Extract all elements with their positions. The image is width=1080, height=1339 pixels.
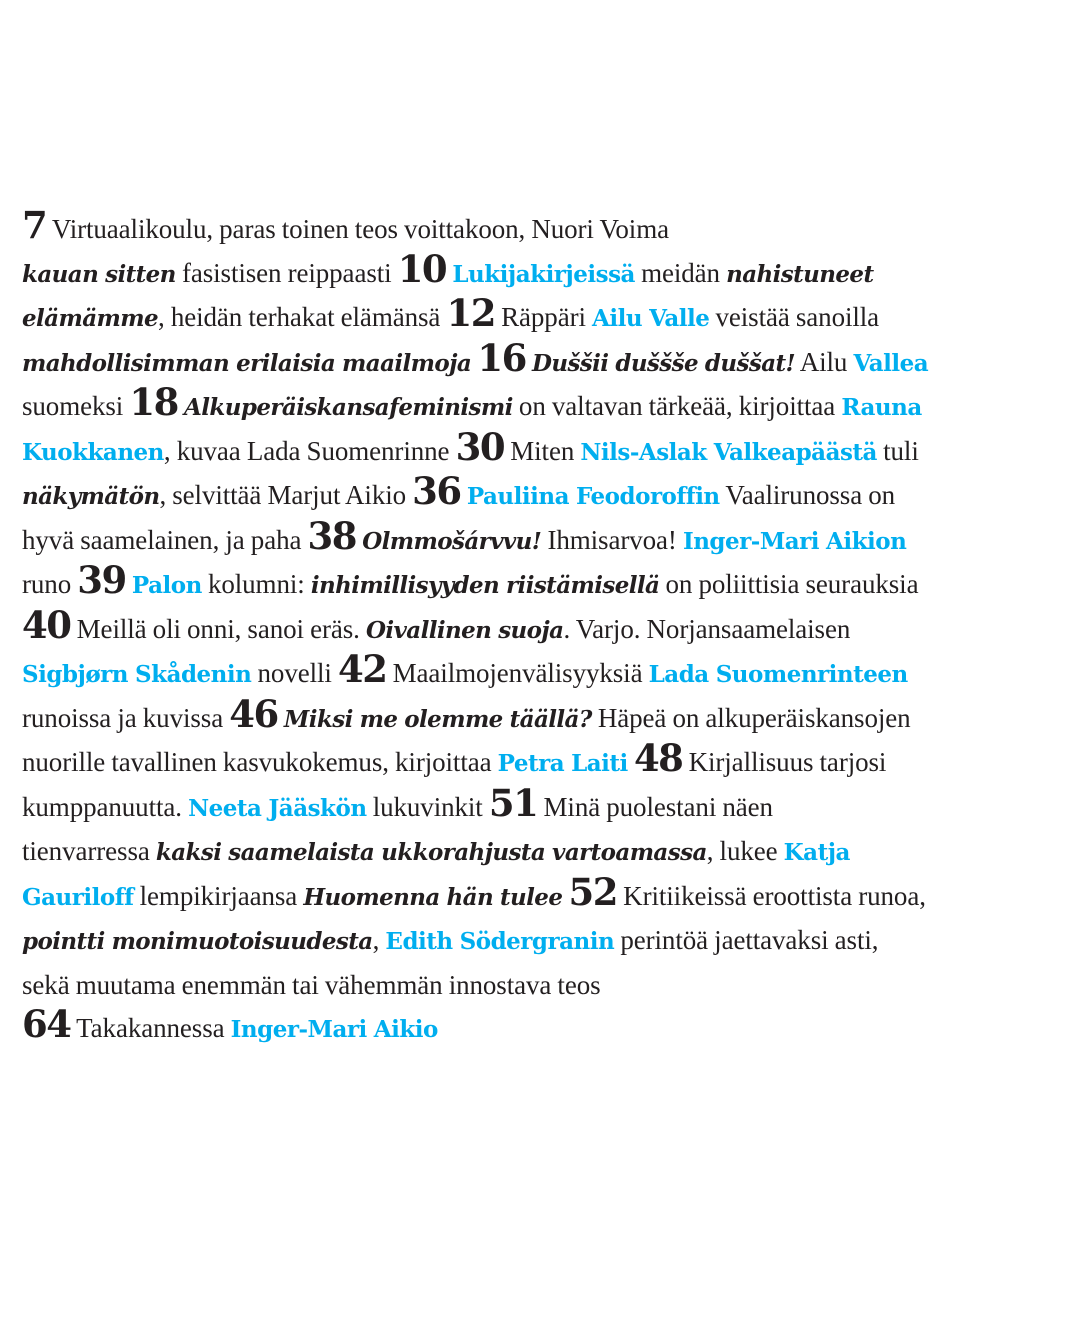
link-edith-sodergranin[interactable]: Edith Södergranin — [385, 928, 615, 955]
highlight-phrase: Olmmošárvvu! — [362, 527, 542, 555]
toc-text: Meillä oli onni, sanoi eräs. — [70, 613, 366, 644]
link-rauna[interactable]: Rauna — [841, 394, 922, 421]
toc-text: on valtavan tärkeää, kirjoittaa — [512, 391, 842, 421]
toc-text: Miten — [504, 435, 581, 466]
toc-line-11 — [22, 647, 1062, 697]
link-inger-mari-aikio[interactable]: Inger-Mari Aikio — [230, 1016, 438, 1043]
highlight-phrase: mahdollisimman erilaisia maailmoja — [22, 349, 472, 377]
highlight-phrase: elämämme — [22, 305, 159, 332]
toc-text: sekä muutama enemmän tai vähemmän innostava teos — [22, 969, 601, 1000]
toc-line-4 — [22, 335, 1062, 386]
page-number: 52 — [568, 869, 618, 914]
toc-line-6 — [22, 424, 1062, 475]
link-neeta-jaaskon[interactable]: Neeta Jääskön — [188, 794, 367, 822]
toc-line-2 — [22, 246, 1062, 297]
toc-text: veistää sanoilla — [709, 302, 880, 332]
toc-text: Ailu — [795, 346, 854, 377]
toc-text: Maailmojenvälisyyksiä — [386, 658, 649, 688]
link-pauliina-feodoroffin[interactable]: Pauliina Feodoroffin — [466, 483, 720, 510]
toc-line-1 — [22, 203, 1062, 252]
toc-text: Kirjallisuus tarjosi — [682, 747, 887, 777]
highlight-phrase: Oivallinen suoja — [365, 616, 564, 644]
page-number: 7 — [22, 203, 47, 247]
page-number: 39 — [77, 558, 126, 602]
highlight-phrase: nahistuneet — [726, 260, 874, 288]
toc-text: Takakannessa — [70, 1013, 231, 1043]
toc-text: tienvarressa — [22, 836, 156, 866]
toc-text: , selvittää Marjut Aikio — [159, 480, 413, 510]
toc-text: lukuvinkit — [366, 791, 489, 822]
page-number: 16 — [477, 335, 526, 380]
toc-text: Räppäri — [494, 302, 593, 332]
toc-line-19 — [22, 1002, 1062, 1052]
toc-line-15 — [22, 830, 1062, 875]
page-number: 42 — [337, 647, 387, 691]
link-nils-aslak-valkeapaasta[interactable]: Nils-Aslak Valkeapäästä — [580, 438, 877, 466]
link-petra-laiti[interactable]: Petra Laiti — [497, 750, 628, 777]
toc-line-10 — [22, 602, 1062, 653]
toc-text: fasistisen reippaasti — [175, 257, 398, 288]
toc-line-18 — [22, 964, 1062, 1008]
toc-line-17 — [22, 919, 1062, 964]
toc-text: Ihmisarvoa! — [541, 524, 683, 555]
highlight-phrase: kaksi saamelaista ukkorahjusta vartoamassa — [155, 839, 707, 866]
link-inger-mari-aikion[interactable]: Inger-Mari Aikion — [682, 527, 907, 555]
toc-text: Häpeä on alkuperäiskansojen — [591, 702, 911, 733]
page-number: 12 — [446, 291, 495, 335]
toc-line-8 — [22, 513, 1062, 564]
toc-text: , kuvaa Lada Suomenrinne — [163, 435, 456, 466]
toc-text: hyvä saamelainen, ja paha — [22, 524, 308, 555]
toc-line-9 — [22, 558, 1062, 608]
highlight-phrase: Duššii duššše duššat! — [531, 349, 796, 377]
toc-text: Vaalirunossa on — [719, 480, 896, 510]
toc-text: runoissa ja kuvissa — [22, 702, 230, 733]
toc-text: kolumni: — [201, 569, 311, 599]
highlight-phrase: näkymätön — [22, 483, 160, 510]
toc-text: suomeksi — [22, 391, 130, 421]
toc-text: , — [372, 925, 386, 955]
highlight-phrase: Huomenna hän tulee — [303, 883, 563, 911]
toc-text: meidän — [634, 257, 727, 288]
toc-text: lempikirjaansa — [133, 880, 304, 911]
link-sigbjorn-skadenin[interactable]: Sigbjørn Skådenin — [22, 661, 252, 688]
toc-text: . Varjo. Norjansaamelaisen — [563, 613, 851, 644]
link-lukijakirjeissa[interactable]: Lukijakirjeissä — [452, 260, 635, 288]
toc-text: , lukee — [706, 836, 784, 866]
toc-line-7 — [22, 469, 1062, 519]
link-katja[interactable]: Katja — [783, 839, 850, 866]
page-number: 48 — [633, 736, 683, 780]
toc-line-5 — [22, 380, 1062, 430]
toc-text: Kritiikeissä eroottista runoa, — [617, 880, 926, 911]
link-ailu-valle[interactable]: Ailu Valle — [592, 305, 710, 332]
toc-line-16 — [22, 869, 1062, 920]
link-lada-suomenrinteen[interactable]: Lada Suomenrinteen — [648, 661, 908, 688]
page-number: 36 — [412, 469, 461, 513]
page-number: 46 — [229, 691, 278, 736]
highlight-phrase: Alkuperäiskansafeminismi — [184, 394, 513, 421]
highlight-phrase: Miksi me olemme täällä? — [283, 705, 592, 733]
page-number: 30 — [455, 424, 505, 469]
toc-text: , heidän terhakat elämänsä — [158, 302, 447, 332]
highlight-phrase: kauan sitten — [22, 260, 176, 288]
page-number: 40 — [22, 602, 71, 647]
link-gauriloff[interactable]: Gauriloff — [22, 883, 134, 911]
toc-text: Virtuaalikoulu, paras toinen teos voittakoon, Nuori Voima — [46, 214, 669, 244]
toc-text: Minä puolestani näen — [537, 791, 773, 822]
link-palon[interactable]: Palon — [131, 572, 202, 599]
toc-line-13 — [22, 736, 1062, 786]
toc-text: kumppanuutta. — [22, 791, 189, 822]
toc-text: runo — [22, 569, 78, 599]
table-of-contents — [22, 203, 1062, 1052]
toc-text: novelli — [251, 658, 338, 688]
highlight-phrase: pointti monimuotoisuudesta — [22, 928, 373, 955]
toc-text: perintöä jaettavaksi asti, — [614, 925, 879, 955]
toc-line-12 — [22, 691, 1062, 742]
toc-text: nuorille tavallinen kasvukokemus, kirjoittaa — [22, 747, 498, 777]
toc-text: on poliittisia seurauksia — [659, 569, 919, 599]
toc-line-3 — [22, 291, 1062, 341]
page-number: 10 — [397, 246, 447, 291]
page-number: 51 — [488, 780, 538, 825]
toc-line-14 — [22, 780, 1062, 831]
link-vallea[interactable]: Vallea — [853, 349, 929, 377]
page-number: 38 — [307, 513, 357, 558]
link-kuokkanen[interactable]: Kuokkanen — [22, 438, 164, 466]
page-number: 18 — [129, 380, 178, 424]
highlight-phrase: inhimillisyyden riistämisellä — [310, 572, 660, 599]
page-number: 64 — [22, 1002, 71, 1046]
toc-text: tuli — [876, 435, 919, 466]
